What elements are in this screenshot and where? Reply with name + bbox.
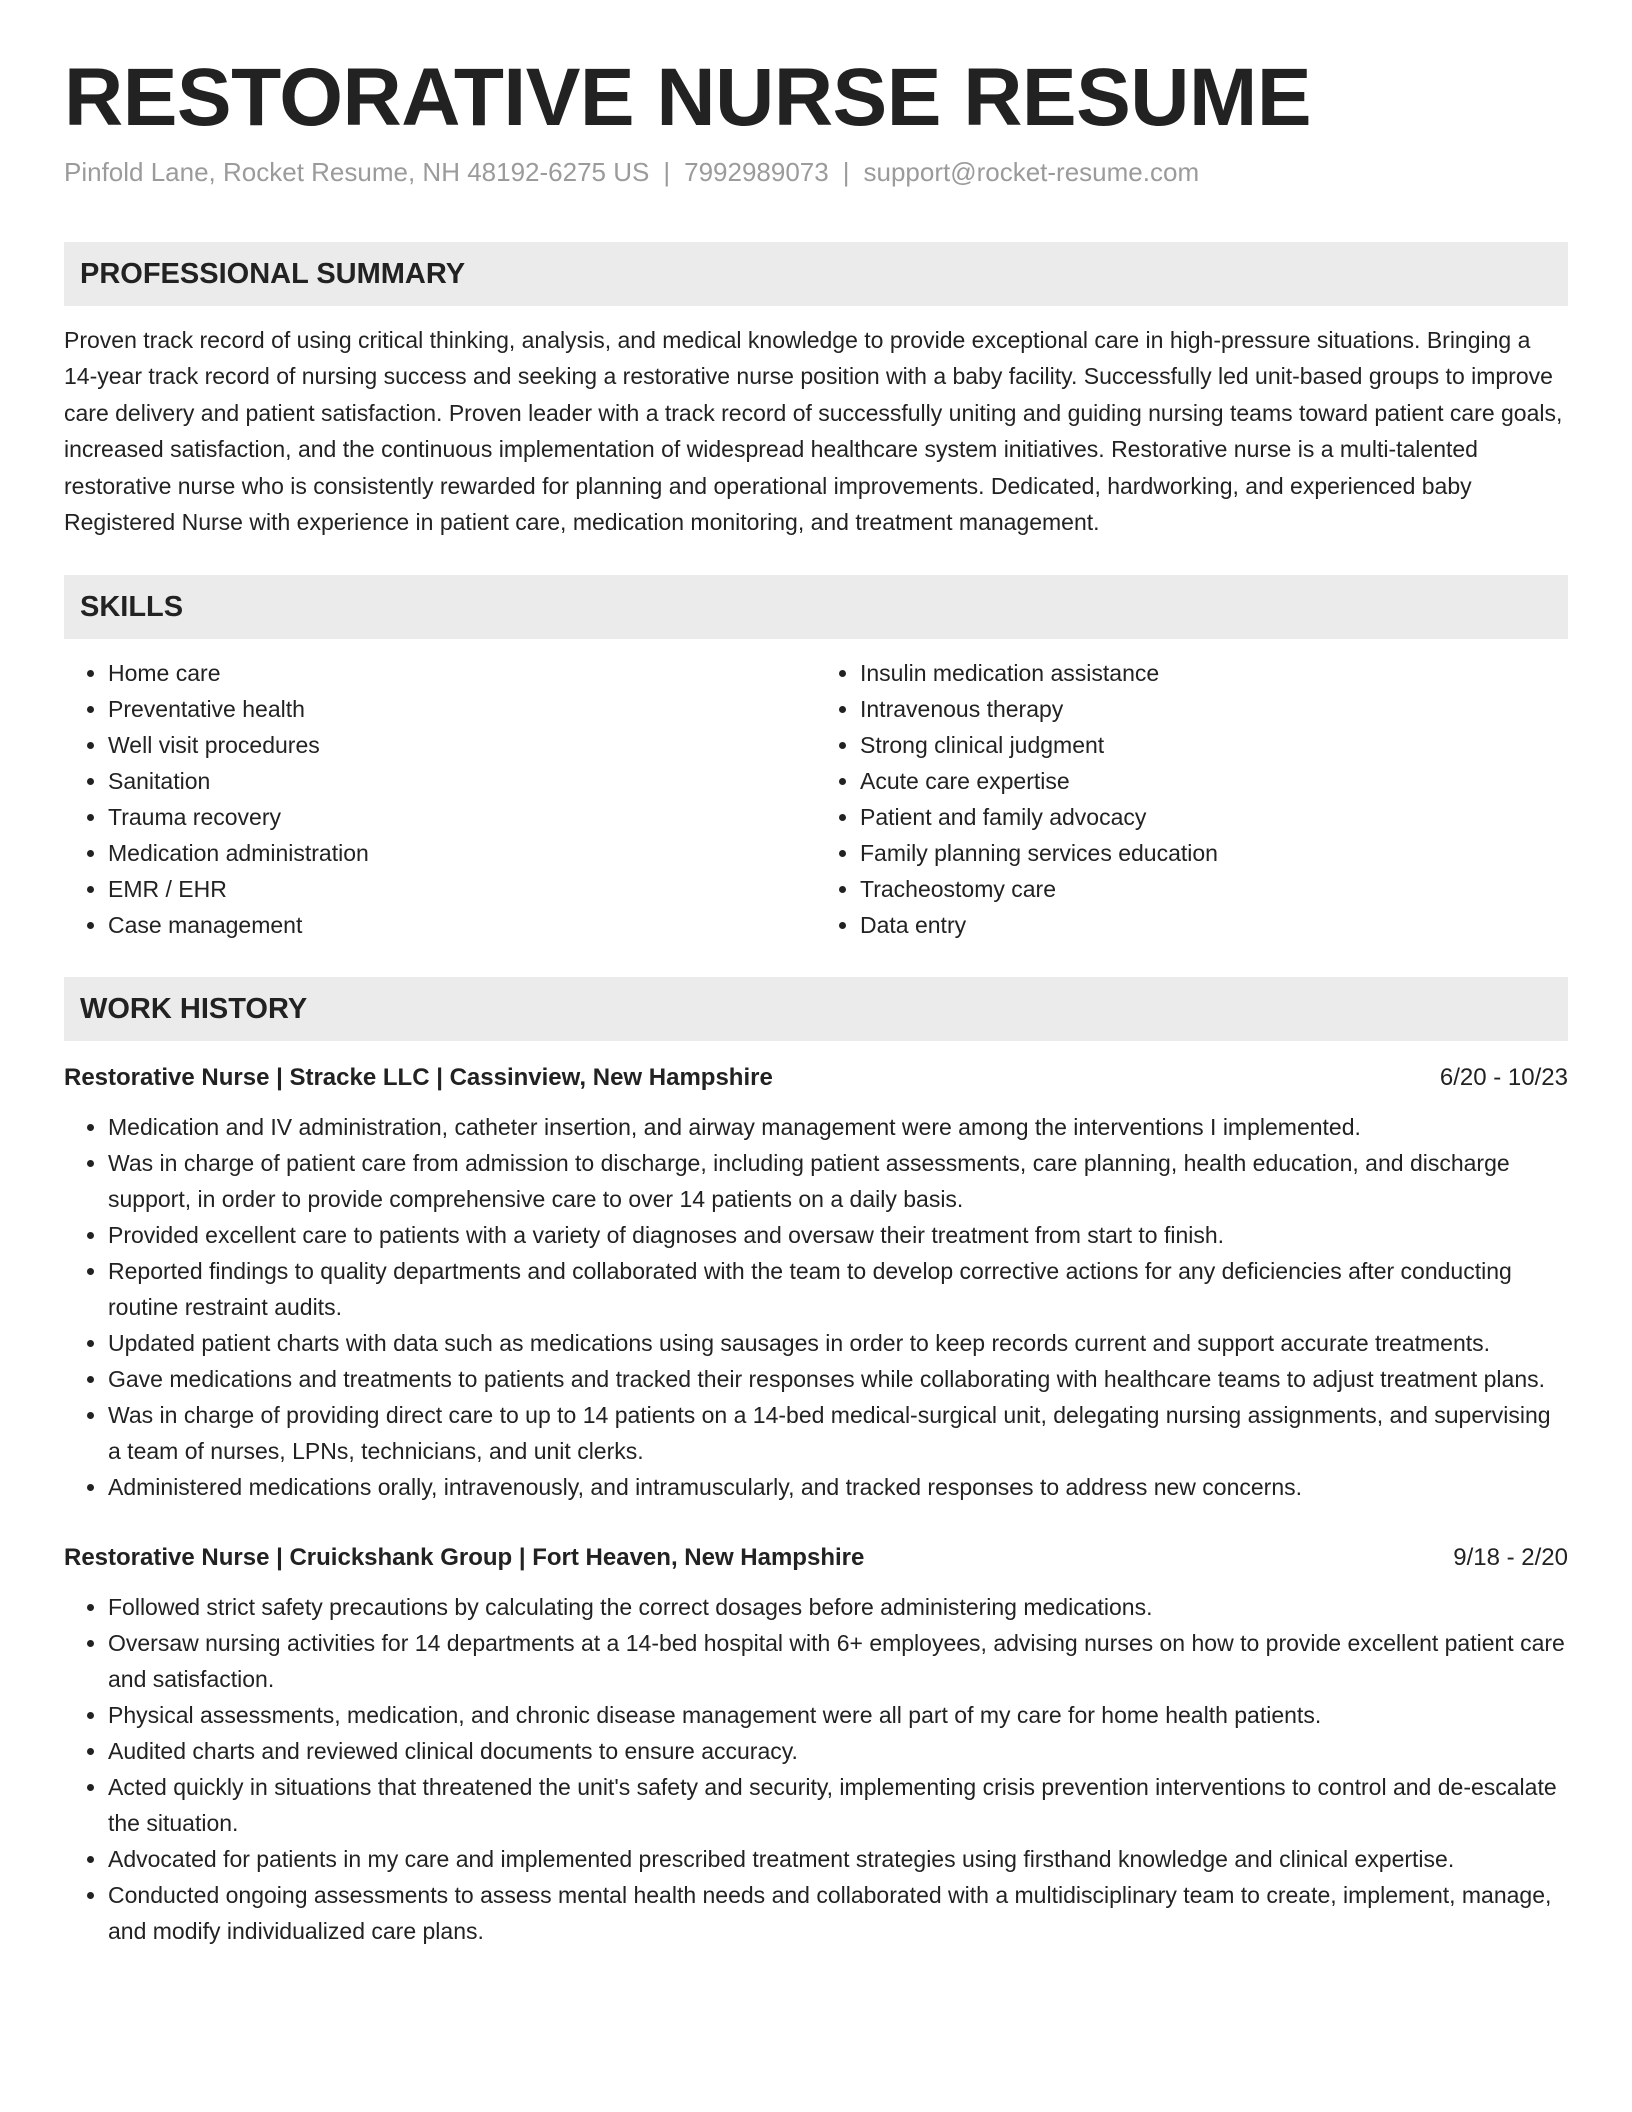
job-bullet: • Was in charge of providing direct care to up to 14 patients on a 14-bed medical-surgical unit, delegating nursing assignments, and supervising a team of nurses, LPNs, technicians, and unit clerks. xyxy=(108,1397,1568,1469)
job-bullet: • Reported findings to quality departments and collaborated with the team to develop corrective actions for any deficiencies after conducting routine restraint audits. xyxy=(108,1253,1568,1325)
job-bullet: • Audited charts and reviewed clinical documents to ensure accuracy. xyxy=(108,1733,1568,1769)
job-bullet: • Provided excellent care to patients with a variety of diagnoses and oversaw their treatment from start to finish. xyxy=(108,1217,1568,1253)
resume-title: RESTORATIVE NURSE RESUME xyxy=(64,52,1312,143)
skill-item: • Case management xyxy=(108,907,816,943)
job-bullet: • Medication and IV administration, catheter insertion, and airway management were among the interventions I implemented. xyxy=(108,1109,1568,1145)
job-bullet: • Was in charge of patient care from admission to discharge, including patient assessments, care planning, health education, and discharge support, in order to provide comprehensive care to over 14 patients on a daily basis. xyxy=(108,1145,1568,1217)
skill-item: • Intravenous therapy xyxy=(860,691,1568,727)
job-bullet: • Oversaw nursing activities for 14 departments at a 14-bed hospital with 6+ employees, advising nurses on how to provide excellent patient care and satisfaction. xyxy=(108,1625,1568,1697)
skill-item: • Insulin medication assistance xyxy=(860,655,1568,691)
section-heading-summary: PROFESSIONAL SUMMARY xyxy=(64,242,1568,306)
skill-item: • Preventative health xyxy=(108,691,816,727)
contact-address: Pinfold Lane, Rocket Resume, NH 48192-6275 US xyxy=(64,156,650,187)
skill-item: • Home care xyxy=(108,655,816,691)
contact-phone: 7992989073 xyxy=(684,156,829,187)
job-bullet: • Physical assessments, medication, and chronic disease management were all part of my care for home health patients. xyxy=(108,1697,1568,1733)
skills-list xyxy=(64,655,1568,943)
section-heading-work-history: WORK HISTORY xyxy=(64,977,1568,1041)
job-entry xyxy=(64,1541,1568,1949)
skill-item: • Sanitation xyxy=(108,763,816,799)
skill-item: • Patient and family advocacy xyxy=(860,799,1568,835)
job-entry xyxy=(64,1061,1568,1505)
skill-item: • Acute care expertise xyxy=(860,763,1568,799)
skills-column-left xyxy=(64,655,816,943)
job-bullets xyxy=(64,1109,1568,1505)
job-title: Restorative Nurse | Stracke LLC | Cassinview, New Hampshire xyxy=(64,1063,773,1091)
skill-item: • Medication administration xyxy=(108,835,816,871)
skill-item: • Well visit procedures xyxy=(108,727,816,763)
job-bullet: • Advocated for patients in my care and implemented prescribed treatment strategies using firsthand knowledge and clinical expertise. xyxy=(108,1841,1568,1877)
job-bullet: • Gave medications and treatments to patients and tracked their responses while collaborating with healthcare teams to adjust treatment plans. xyxy=(108,1361,1568,1397)
skills-column-right xyxy=(816,655,1568,943)
job-bullet: • Followed strict safety precautions by calculating the correct dosages before administering medications. xyxy=(108,1589,1568,1625)
section-heading-skills: SKILLS xyxy=(64,575,1568,639)
job-bullet: • Updated patient charts with data such as medications using sausages in order to keep records current and support accurate treatments. xyxy=(108,1325,1568,1361)
job-header xyxy=(64,1541,1568,1575)
skill-item: • Strong clinical judgment xyxy=(860,727,1568,763)
job-bullets xyxy=(64,1589,1568,1949)
summary-text: Proven track record of using critical thinking, analysis, and medical knowledge to provide exceptional care in high-pressure situations. Bringing a 14-year track record of nursing success and seeking a restorative nurse position with a baby facility. Successfully led unit-based groups to improve care delivery and patient satisfaction. Proven leader with a track record of successfully uniting and guiding nursing teams toward patient care goals, increased satisfaction, and the continuous implementation of widespread healthcare system initiatives. Restorative nurse is a multi-talented restorative nurse who is consistently rewarded for planning and operational improvements. Dedicated, hardworking, and experienced baby Registered Nurse with experience in patient care, medication monitoring, and treatment management. xyxy=(64,326,1563,536)
skill-item: • EMR / EHR xyxy=(108,871,816,907)
contact-line xyxy=(64,156,1568,190)
skill-item: • Trauma recovery xyxy=(108,799,816,835)
contact-email: support@rocket-resume.com xyxy=(863,156,1200,187)
contact-separator: | xyxy=(842,156,850,187)
job-bullet: • Administered medications orally, intravenously, and intramuscularly, and tracked responses to address new concerns. xyxy=(108,1469,1568,1505)
skill-item: • Family planning services education xyxy=(860,835,1568,871)
contact-separator: | xyxy=(663,156,671,187)
skill-item: • Data entry xyxy=(860,907,1568,943)
skill-item: • Tracheostomy care xyxy=(860,871,1568,907)
job-bullet: • Conducted ongoing assessments to assess mental health needs and collaborated with a multidisciplinary team to create, implement, manage, and modify individualized care plans. xyxy=(108,1877,1568,1949)
job-dates: 6/20 - 10/23 xyxy=(1439,1063,1568,1091)
job-title: Restorative Nurse | Cruickshank Group | Fort Heaven, New Hampshire xyxy=(64,1543,865,1571)
job-header xyxy=(64,1061,1568,1095)
job-bullet: • Acted quickly in situations that threatened the unit's safety and security, implementing crisis prevention interventions to control and de-escalate the situation. xyxy=(108,1769,1568,1841)
job-dates: 9/18 - 2/20 xyxy=(1453,1543,1568,1571)
